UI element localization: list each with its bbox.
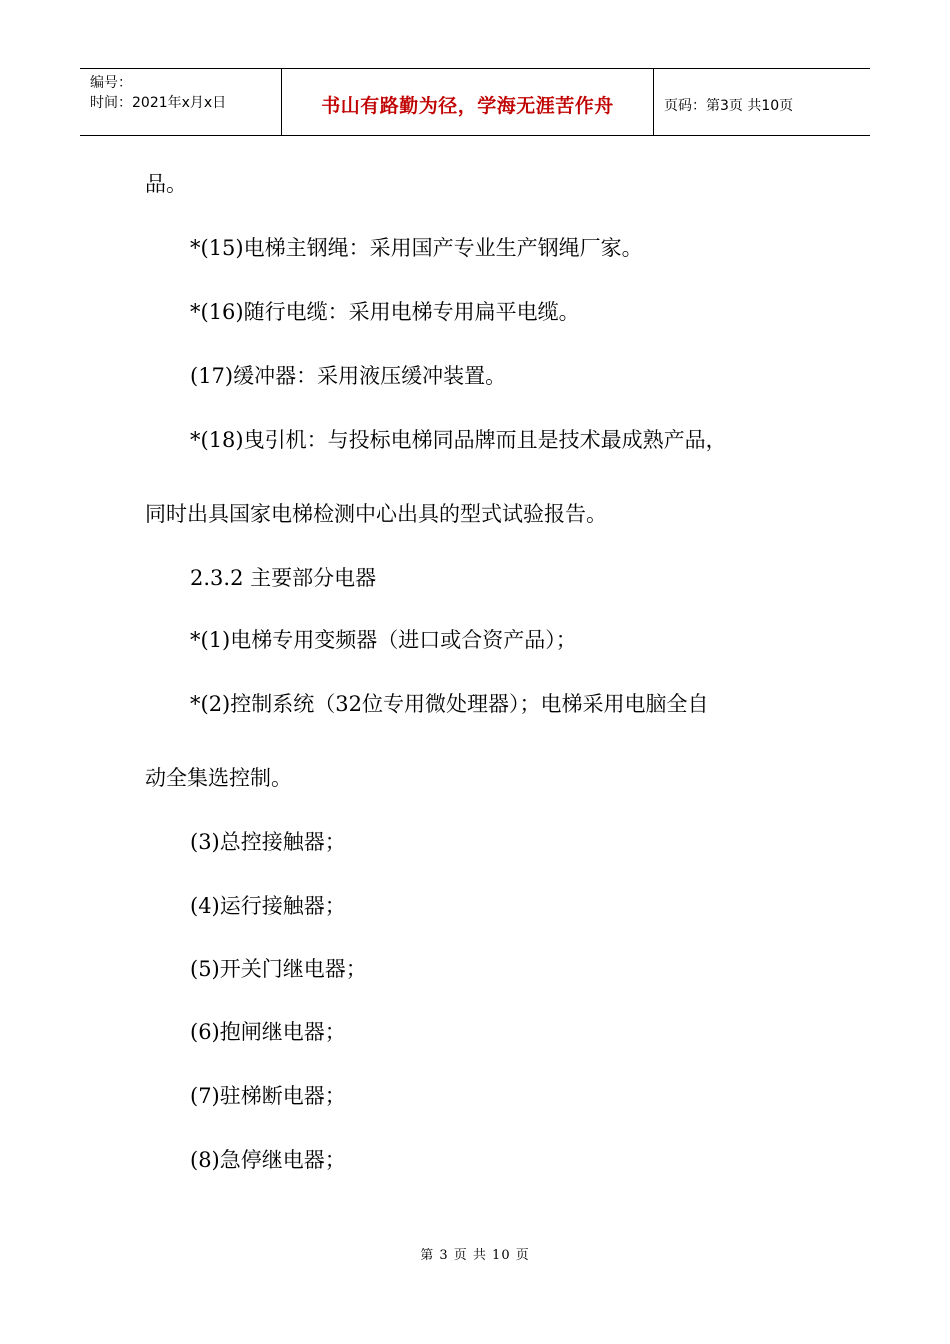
body-line: *(1)电梯专用变频器（进口或合资产品）； [190,628,577,652]
header-meta-cell [80,69,282,135]
body-line: (3)总控接触器； [190,830,346,854]
body-line: (4)运行接触器； [190,894,346,918]
body-line: (6)抱闸继电器； [190,1020,346,1044]
header-page-cell [654,69,870,135]
body-line: 动全集选控制。 [145,766,292,790]
date-label: 时间：2021年x月x日 [90,95,227,111]
body-line: (8)急停继电器； [190,1148,346,1172]
document-header [80,68,870,136]
motto-text: 书山有路勤为径，学海无涯苦作舟 [321,94,614,117]
header-motto-cell [282,69,654,135]
page-footer: 第 3 页 共 10 页 [420,1248,530,1263]
body-line: *(18)曳引机：与投标电梯同品牌而且是技术最成熟产品， [190,428,727,452]
header-page-info: 页码：第3页 共10页 [664,98,794,114]
body-line: (5)开关门继电器； [190,957,367,981]
body-line: 品。 [145,172,187,196]
body-line: *(2)控制系统（32位专用微处理器）；电梯采用电脑全自 [190,692,709,716]
body-line: 同时出具国家电梯检测中心出具的型式试验报告。 [145,502,607,526]
body-line: (7)驻梯断电器； [190,1084,346,1108]
serial-number-label: 编号： [90,75,132,91]
body-line: *(16)随行电缆：采用电梯专用扁平电缆。 [190,300,580,324]
section-heading: 2.3.2 主要部分电器 [190,566,377,590]
body-line: (17)缓冲器：采用液压缓冲装置。 [190,364,507,388]
body-line: *(15)电梯主钢绳：采用国产专业生产钢绳厂家。 [190,236,643,260]
